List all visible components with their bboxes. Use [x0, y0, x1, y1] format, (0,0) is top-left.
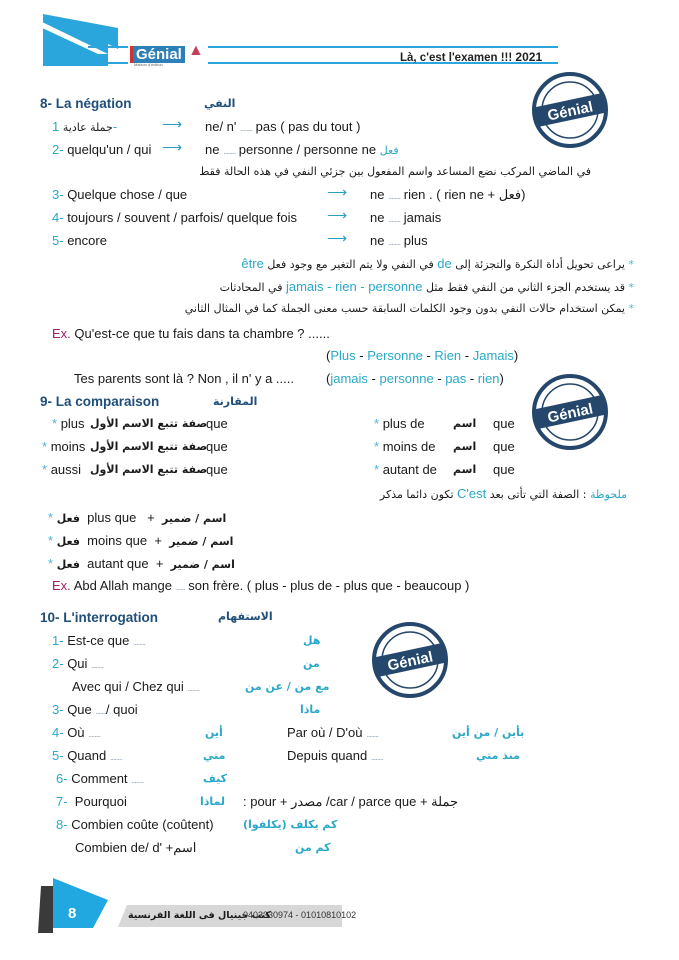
negation-row: 5- encore: [52, 233, 107, 248]
verb-comparison-row: * فعل plus que + اسم / ضمير: [48, 510, 227, 525]
comparison-ar: صفة تتبع الاسم الأول: [90, 417, 208, 430]
genial-stamp-icon: [370, 620, 450, 700]
negation-rule: ne/ n' ........ pas ( pas du tout ): [205, 119, 361, 134]
svg-text:Génial: Génial: [386, 648, 435, 675]
section-title-ar: النفي: [204, 97, 236, 110]
negation-rule: ne ........ rien . ( rien ne + فعل): [370, 187, 526, 202]
example-1-choices: (Plus - Personne - Rien - Jamais): [326, 348, 519, 363]
section-title: 10- L'interrogation: [40, 610, 158, 625]
page-number: 8: [68, 905, 77, 922]
svg-text:Génial: Génial: [546, 400, 595, 427]
verb-comparison-row: * فعل moins que + اسم / ضمير: [48, 533, 234, 548]
negation-rule: ne ........ personne / personne ne فعل: [205, 142, 399, 157]
stamp-2: [530, 372, 610, 455]
comparison-que: que: [493, 462, 515, 477]
interrogation-row-right: Par où / D'où ........: [287, 725, 379, 740]
interrogation-ar: متي: [203, 749, 226, 762]
logo: [128, 42, 208, 66]
comparison-ar: صفة تتبع الاسم الأول: [90, 463, 208, 476]
interrogation-row: Combien de/ d' +اسم: [75, 840, 197, 855]
verb-comparison-row: * فعل autant que + اسم / ضمير: [48, 556, 235, 571]
interrogation-row: 8- Combien coûte (coûtent): [56, 817, 214, 832]
interrogation-ar: من: [303, 657, 320, 670]
interrogation-row: 4- Où ........: [52, 725, 101, 740]
pourquoi-note: : pour + مصدر /car / parce que + جملة: [243, 794, 458, 809]
interrogation-ar: كيف: [203, 772, 227, 785]
logo-text: Génial: [130, 46, 185, 63]
comparison-row: * plus: [52, 416, 85, 431]
logo-subtitle: Maison d'édition: [134, 62, 163, 67]
arrow-icon: ⟶: [162, 116, 183, 132]
footer-phones: 0403330974 - 01010810102: [243, 910, 357, 920]
example-2-choices: (jamais - personne - pas - rien): [326, 371, 504, 386]
genial-stamp-icon: [530, 372, 610, 452]
comparison-row: * moins: [42, 439, 86, 454]
negation-note: في الماضي المركب نضع المساعد واسم المفعول بين جزئي النفي في هذه الحالة فقط: [199, 165, 591, 178]
interrogation-ar: بأين / من أين: [452, 726, 525, 739]
comparison-note: ملحوظة : الصفة التي تأتى بعد C'est تكون دائما مذكر: [379, 486, 627, 501]
comparison-que: que: [493, 439, 515, 454]
interrogation-row-right: Depuis quand ........: [287, 748, 383, 763]
interrogation-ar: هل: [303, 634, 321, 647]
comparison-row: * plus de: [374, 416, 425, 431]
comparison-ar: اسم: [453, 440, 477, 453]
negation-row: جملة عادية 1-: [52, 119, 118, 134]
comparison-que: que: [493, 416, 515, 431]
arrow-icon: ⟶: [327, 184, 348, 200]
interrogation-ar: ماذا: [300, 703, 321, 716]
section-title: 8- La négation: [40, 96, 132, 111]
arrow-icon: ⟶: [162, 139, 183, 155]
arrow-icon: ⟶: [327, 230, 348, 246]
interrogation-row: 2- Qui ........: [52, 656, 104, 671]
comparison-row: * aussi: [42, 462, 82, 477]
header-tagline: Là, c'est l'examen !!! 2021: [400, 50, 543, 64]
negation-row: 2- quelqu'un / qui: [52, 142, 152, 157]
footer-book-title: كتب جينيال فى اللغة الفرنسية: [128, 910, 272, 921]
stamp-1: [530, 70, 610, 153]
header-shape-icon: [38, 14, 133, 69]
arrow-icon: ⟶: [327, 207, 348, 223]
section-title: 9- La comparaison: [40, 394, 160, 409]
comparison-que: que: [206, 462, 228, 477]
example: Ex. Abd Allah mange ...... son frère. ( plus - plus de - plus que - beaucoup ): [52, 578, 470, 593]
interrogation-ar: أين: [205, 726, 223, 739]
comparison-ar: اسم: [453, 417, 477, 430]
negation-rule: ne ........ jamais: [370, 210, 442, 225]
section-title-ar: المقارنة: [213, 395, 258, 408]
interrogation-ar: منذ متي: [476, 749, 520, 762]
comparison-row: * moins de: [374, 439, 436, 454]
comparison-que: que: [206, 439, 228, 454]
negation-row: 3- Quelque chose / que: [52, 187, 188, 202]
negation-note: * يراعى تحويل أداة النكرة والتجزئة إلى de في النفي ولا يتم التغير مع وجود فعل être: [241, 256, 634, 271]
example-1: Ex. Qu'est-ce que tu fais dans ta chambre ? ......: [52, 326, 330, 341]
example-2: Tes parents sont là ? Non , il n' y a .....: [74, 371, 294, 386]
interrogation-ar: كم يكلف (يكلفوا): [243, 818, 338, 831]
negation-note: * قد يستخدم الجزء الثاني من النفي فقط مثل jamais - rien - personne في المحادثات: [219, 279, 634, 294]
interrogation-row: 1- Est-ce que ........: [52, 633, 145, 648]
negation-rule: ne ........ plus: [370, 233, 428, 248]
interrogation-ar: مع من / عن من: [245, 680, 330, 693]
eiffel-tower-icon: ▲: [188, 42, 204, 59]
negation-row: 4- toujours / souvent / parfois/ quelque fois: [52, 210, 297, 225]
comparison-ar: اسم: [453, 463, 477, 476]
comparison-row: * autant de: [374, 462, 437, 477]
interrogation-row: 5- Quand ........: [52, 748, 122, 763]
interrogation-row: 3- Que ......./ quoi: [52, 702, 138, 717]
interrogation-ar: لماذا: [200, 795, 226, 808]
interrogation-ar: كم من: [295, 841, 331, 854]
section-title-ar: الاستفهام: [218, 610, 273, 623]
negation-note: * يمكن استخدام حالات النفي بدون وجود الكلمات السابقة حسب معنى الجملة كما في المثال الثاني: [184, 302, 634, 315]
interrogation-row: 7- Pourquoi: [56, 794, 127, 809]
comparison-que: que: [206, 416, 228, 431]
comparison-ar: صفة تتبع الاسم الأول: [90, 440, 208, 453]
stamp-3: [370, 620, 450, 703]
genial-stamp-icon: [530, 70, 610, 150]
interrogation-row: Avec qui / Chez qui ........: [72, 679, 200, 694]
interrogation-row: 6- Comment ........: [56, 771, 144, 786]
svg-text:Génial: Génial: [546, 98, 595, 125]
